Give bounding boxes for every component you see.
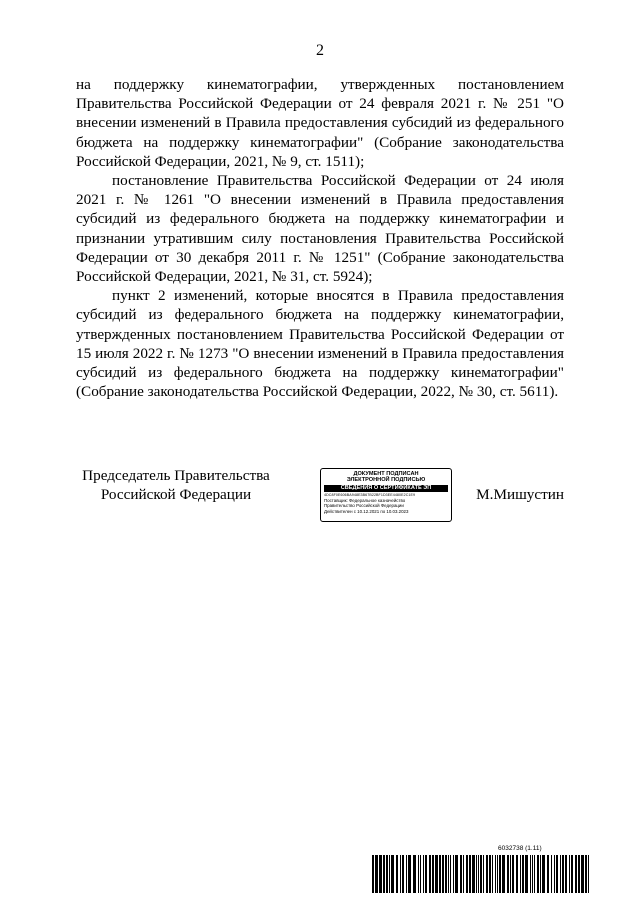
document-code: 6032738 (1.11) [498, 845, 542, 852]
signatory-title-line-2: Российской Федерации [100, 486, 252, 504]
paragraph-3: пункт 2 изменений, которые вносятся в Правила предоставления субсидий из федерального бюджета на поддержку кинематографии, утвержденных постановлением Правительства Российской Федерации от 15 июля 2022 г. № 1273 "О внесении изменений в Правила предоставления субсидий из федерального бюджета на поддержку кинематографии" (Собрание законодательства Российской Федерации, 2022, № 30, ст. 5611). [76, 287, 564, 401]
barcode [372, 855, 592, 893]
signatory-title [76, 466, 276, 504]
stamp-issuer: Поставщик: Федеральное казначейство [324, 497, 406, 503]
stamp-serial: 4DC8F0E606BA948E3B67B22BF1D3EE4480E2C1E9 [324, 492, 416, 497]
document-body [76, 75, 564, 401]
signatory-name: М.Мишустин [476, 486, 564, 503]
paragraph-1: на поддержку кинематографии, утвержденных постановлением Правительства Российской Федерации от 24 февраля 2021 г. № 251 "О внесении изменений в Правила предоставления субсидий из федерального бюджета на поддержку кинематографии" (Собрание законодательства Российской Федерации, 2021, № 9, ст. 1511); [76, 76, 564, 170]
stamp-line-1: ДОКУМЕНТ ПОДПИСАН [353, 471, 419, 477]
stamp-owner: Правительство Российской Федерации [324, 503, 404, 509]
electronic-signature-stamp [320, 468, 452, 522]
stamp-validity: Действителен с 10.12.2021 по 10.03.2023 [324, 509, 409, 514]
paragraph-2: постановление Правительства Российской Федерации от 24 июля 2021 г. № 1261 "О внесении изменений в Правила предоставления субсидий из федерального бюджета на поддержку кинематографии и признании утратившим силу постановления Правительства Российской Федерации от 30 декабря 2011 г. № 1251" (Собрание законодательства Российской Федерации, 2021, № 31, ст. 5924); [76, 172, 564, 286]
stamp-certificate-band: СВЕДЕНИЯ О СЕРТИФИКАТЕ ЭП [324, 485, 448, 492]
signatory-title-line-1: Председатель Правительства [82, 467, 270, 484]
stamp-line-2: ЭЛЕКТРОННОЙ ПОДПИСЬЮ [346, 477, 426, 484]
page-number: 2 [316, 42, 324, 59]
signature-block [76, 466, 564, 526]
